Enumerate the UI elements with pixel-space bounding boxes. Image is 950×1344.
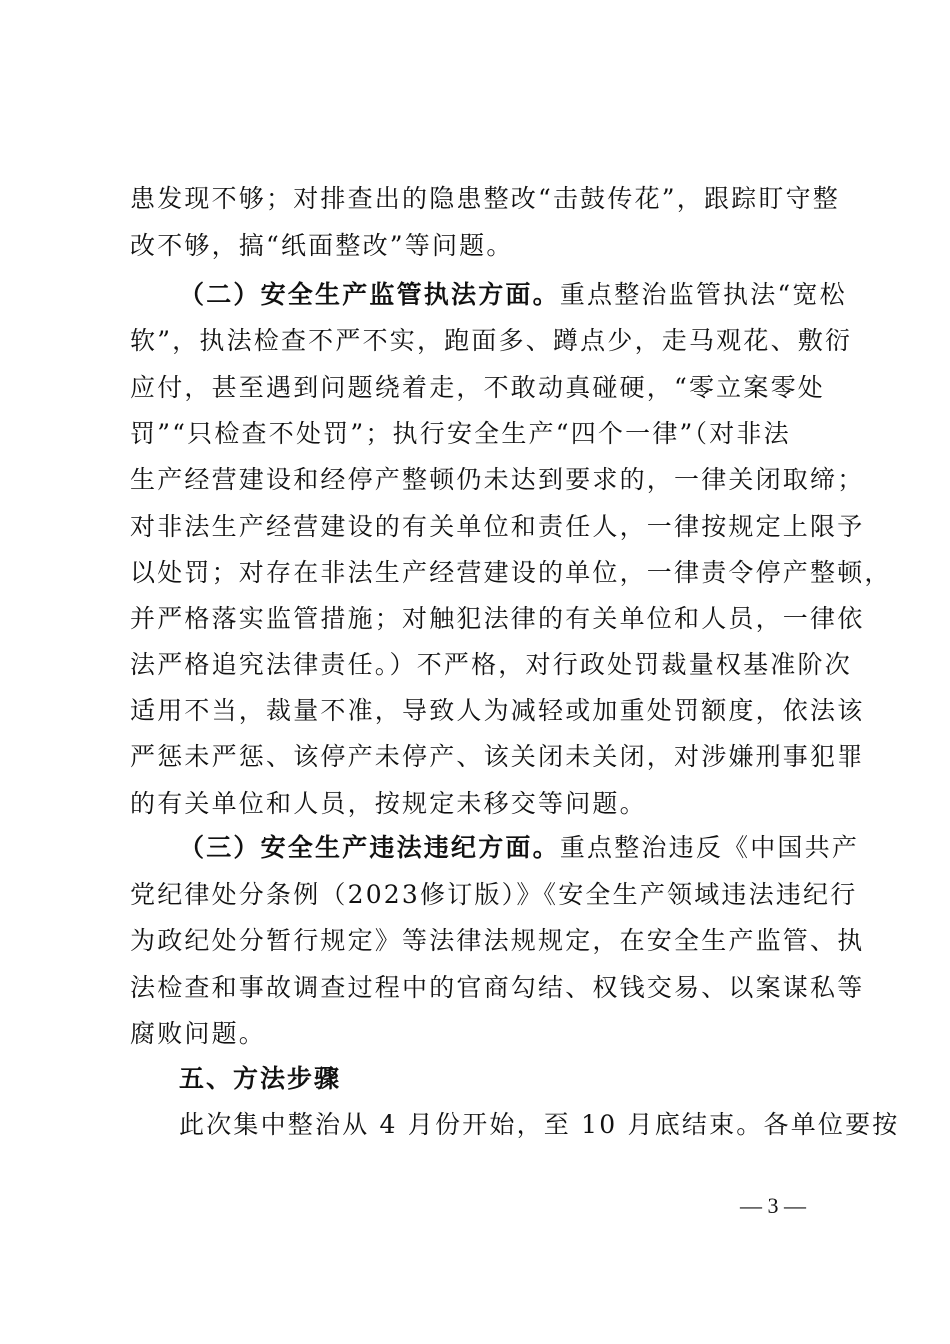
section-2-title: （二）安全生产监管执法方面。 xyxy=(179,280,560,309)
section-3-title: （三）安全生产违法违纪方面。 xyxy=(179,833,560,862)
paragraph-line: 腐败问题。 xyxy=(130,1019,267,1048)
paragraph-line: 此次集中整治从 4 月份开始，至 10 月底结束。各单位要按 xyxy=(179,1110,900,1139)
paragraph-line: 应付，甚至遇到问题绕着走，不敢动真碰硬，“零立案零处 xyxy=(130,373,825,402)
paragraph-line: 以处罚；对存在非法生产经营建设的单位，一律责令停产整顿， xyxy=(130,558,892,587)
paragraph-line: 的有关单位和人员，按规定未移交等问题。 xyxy=(130,789,647,818)
section-3-paragraph-start xyxy=(179,827,879,869)
paragraph-line: 法严格追究法律责任。）不严格，对行政处罚裁量权基准阶次 xyxy=(130,650,852,679)
paragraph-line: 适用不当，裁量不准，导致人为减轻或加重处罚额度，依法该 xyxy=(130,696,865,725)
paragraph-line: 法检查和事故调查过程中的官商勾结、权钱交易、以案谋私等 xyxy=(130,973,865,1002)
paragraph-line: 为政纪处分暂行规定》等法律法规规定，在安全生产监管、执 xyxy=(130,926,865,955)
paragraph-line: 罚”“只检查不处罚”；执行安全生产“四个一律”（对非法 xyxy=(130,419,791,448)
section-heading: 五、方法步骤 xyxy=(179,1064,342,1093)
paragraph-line: 对非法生产经营建设的有关单位和责任人，一律按规定上限予 xyxy=(130,512,865,541)
paragraph-line: 并严格落实监管措施；对触犯法律的有关单位和人员，一律依 xyxy=(130,604,865,633)
paragraph-line: 生产经营建设和经停产整顿仍未达到要求的，一律关闭取缔； xyxy=(130,465,865,494)
paragraph-line: 党纪律处分条例（2023修订版）》《安全生产领域违法违纪行 xyxy=(130,880,858,909)
section-2-paragraph-start xyxy=(179,274,879,316)
section-2-lead: 重点整治监管执法“宽松 xyxy=(559,280,847,309)
paragraph-line: 患发现不够；对排查出的隐患整改“击鼓传花”，跟踪盯守整 xyxy=(130,184,840,213)
page-number: — 3 — xyxy=(740,1193,806,1218)
paragraph-line: 软”，执法检查不严不实，跑面多、蹲点少，走马观花、敷衍 xyxy=(130,326,853,355)
section-3-lead: 重点整治违反《中国共产 xyxy=(559,833,860,862)
paragraph-line: 严惩未严惩、该停产未停产、该关闭未关闭，对涉嫌刑事犯罪 xyxy=(130,742,865,771)
paragraph-line: 改不够，搞“纸面整改”等问题。 xyxy=(130,231,514,260)
